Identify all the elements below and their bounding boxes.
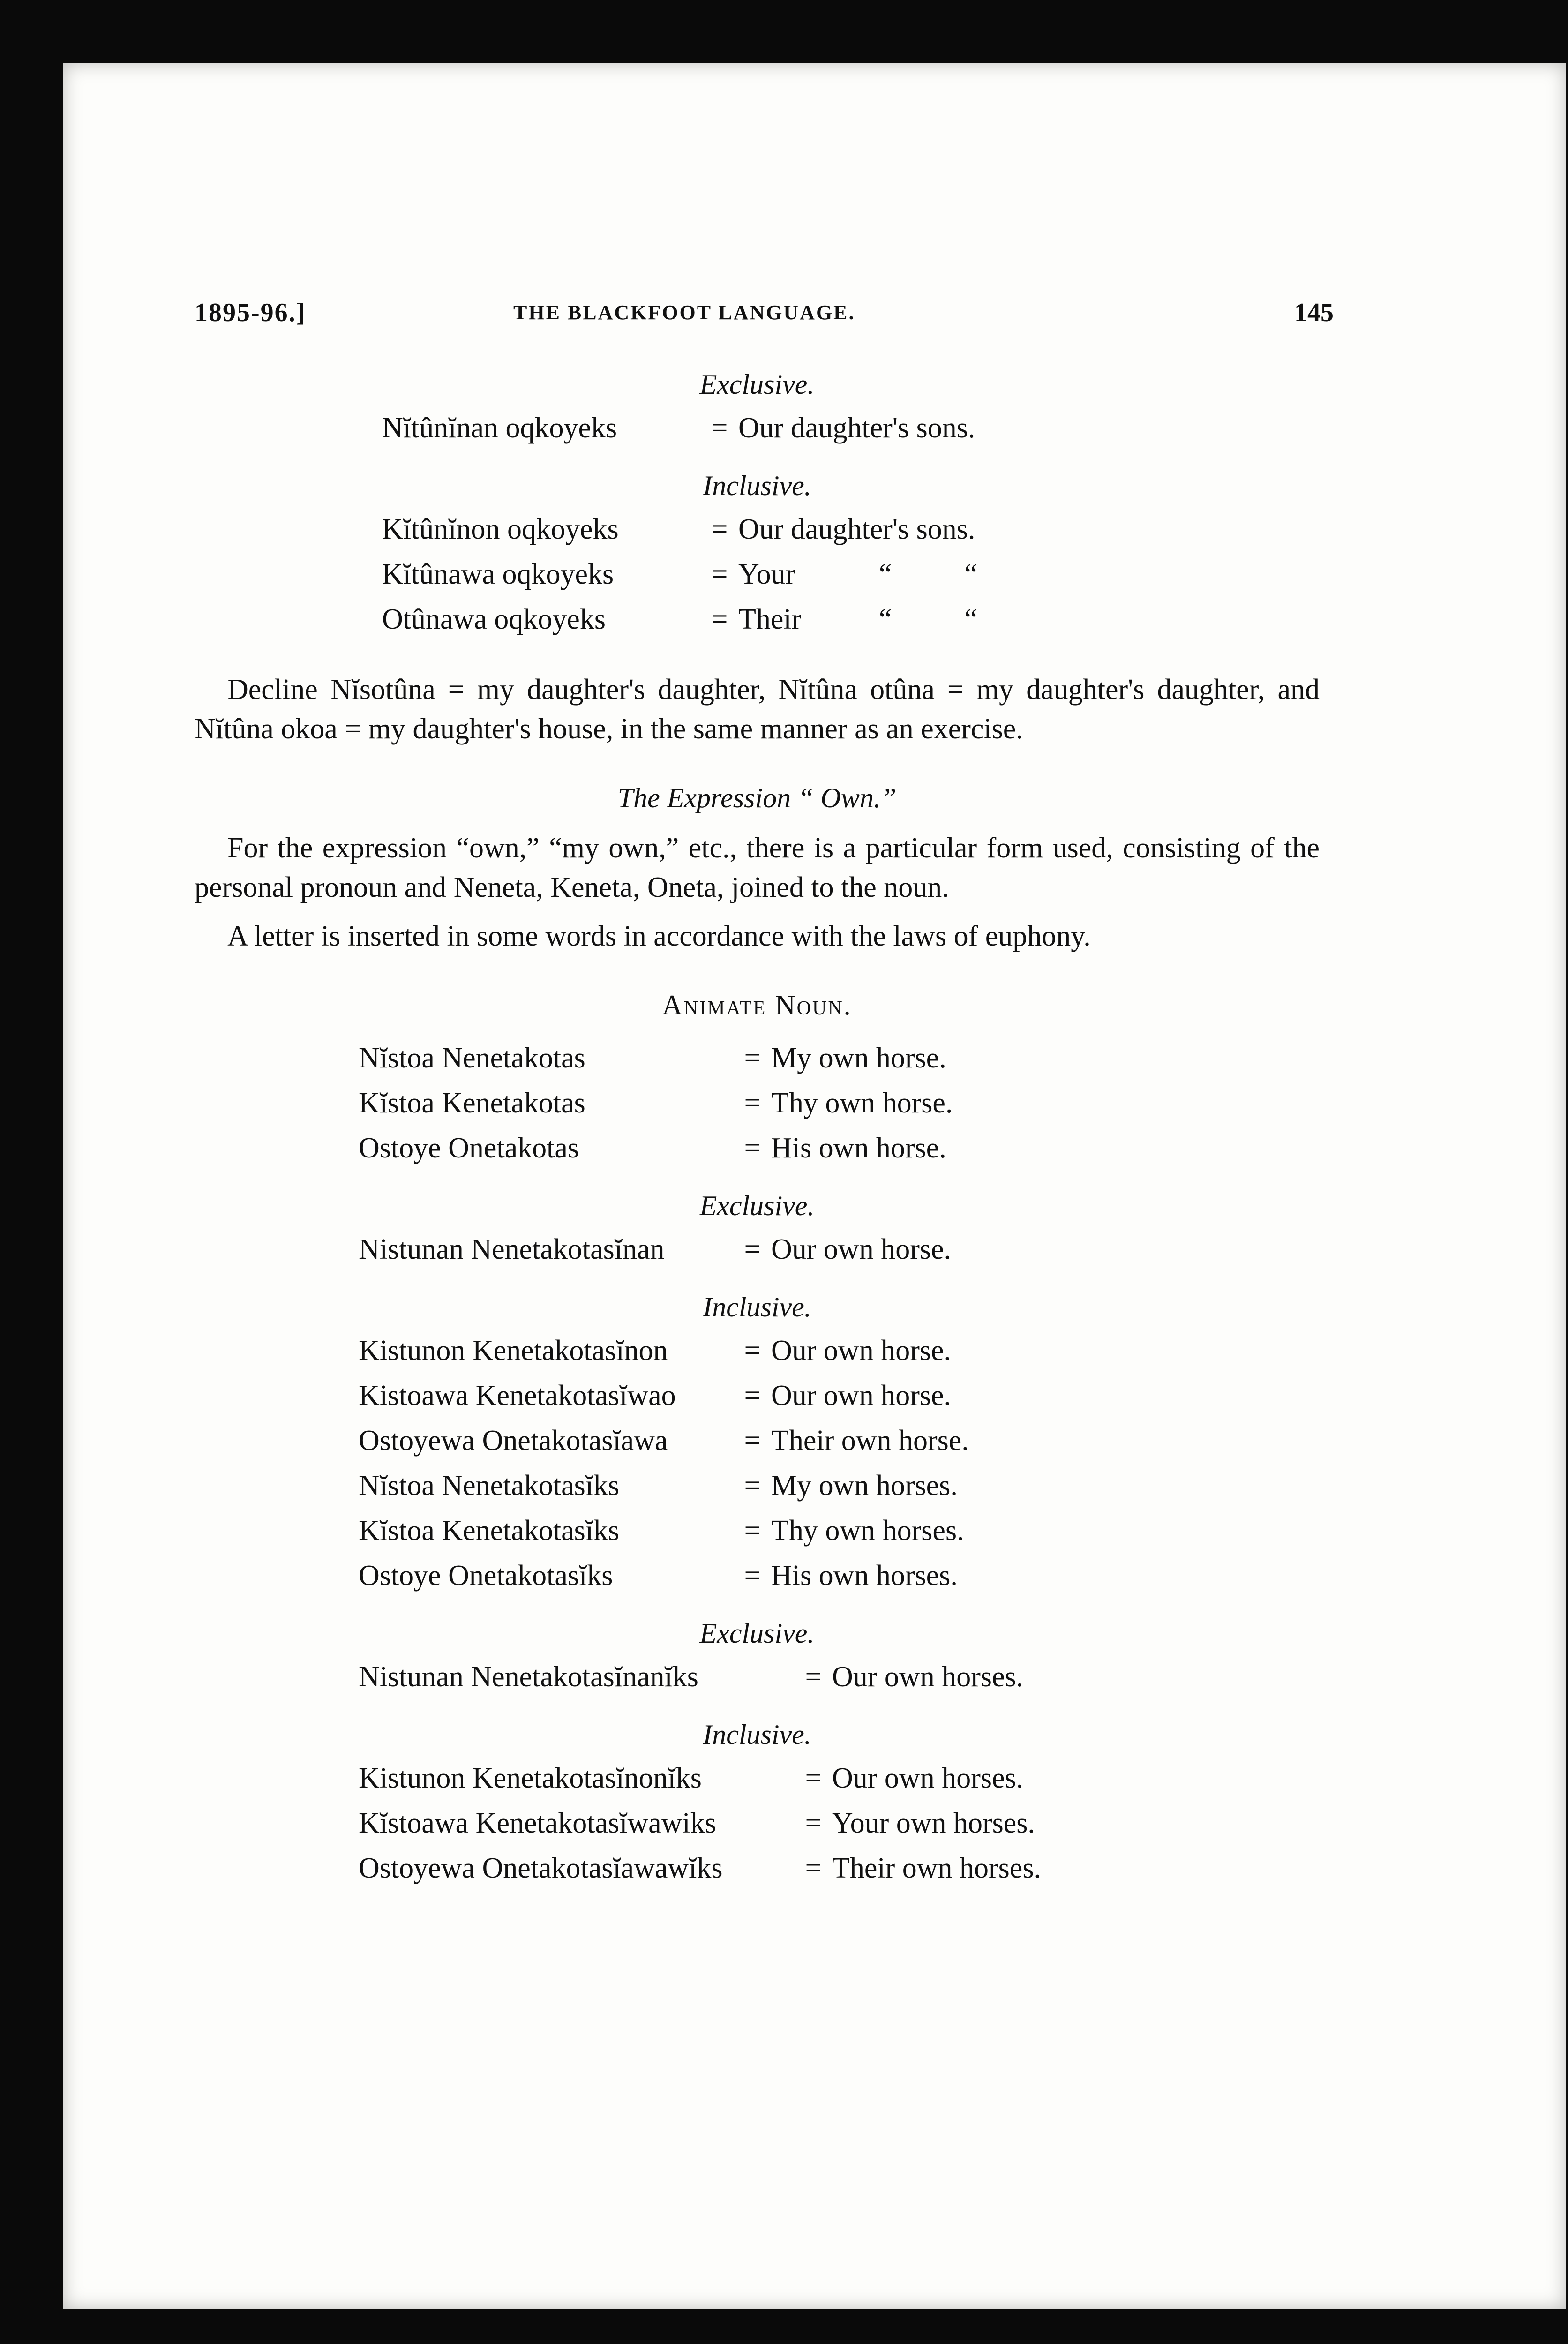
- running-head: [195, 298, 1334, 349]
- equals-sign: =: [744, 1380, 761, 1412]
- equals-sign: =: [711, 558, 728, 590]
- ditto-marks: “ “: [879, 558, 978, 590]
- gloss: Thy own horses.: [771, 1515, 964, 1547]
- table-row: [359, 1463, 1320, 1508]
- gloss: Our own horse.: [771, 1233, 951, 1265]
- table-row: [359, 1036, 1320, 1081]
- plural-inclusive-heading: Inclusive.: [703, 1719, 811, 1750]
- table-row: [359, 1756, 1320, 1801]
- term: Kĭstoa Kenetakotasĭks: [359, 1515, 620, 1547]
- equals-sign: =: [744, 1470, 761, 1502]
- term: Kistoawa Kenetakotasĭwao: [359, 1380, 676, 1412]
- gloss: Our own horses.: [832, 1661, 1024, 1693]
- equals-sign: =: [805, 1807, 822, 1839]
- equals-sign: =: [744, 1042, 761, 1074]
- term: Nĭtûnĭnan oqkoyeks: [382, 412, 617, 444]
- term: Kistunon Kenetakotasĭnonĭks: [359, 1762, 702, 1794]
- term: Kĭstoawa Kenetakotasĭwawiks: [359, 1807, 716, 1839]
- term: Nistunan Nenetakotasĭnanĭks: [359, 1661, 698, 1693]
- gloss: My own horses.: [771, 1470, 958, 1502]
- plural-exclusive-heading: Exclusive.: [699, 1618, 815, 1649]
- exclusive-table: [382, 406, 1320, 451]
- inclusive-heading: Inclusive.: [703, 470, 811, 501]
- term: Kĭtûnĭnon oqkoyeks: [382, 513, 619, 545]
- exclusive-heading: Exclusive.: [699, 369, 815, 400]
- table-row: [359, 1126, 1320, 1171]
- gloss: Their own horses.: [832, 1852, 1041, 1884]
- term: Nistunan Nenetakotasĭnan: [359, 1233, 665, 1265]
- inclusive-table: [359, 1328, 1320, 1598]
- equals-sign: =: [744, 1087, 761, 1119]
- decline-paragraph: Decline Nĭsotûna = my daughter's daughter, Nĭtûna otûna = my daughter's daughter, and Nĭtûna okoa = my daughter's house, in the same manner as an exercise.: [195, 674, 1320, 745]
- equals-sign: =: [744, 1515, 761, 1547]
- own-heading: The Expression “ Own.”: [617, 782, 897, 813]
- term: Ostoye Onetakotasĭks: [359, 1560, 613, 1592]
- term: Otûnawa oqkoyeks: [382, 603, 606, 635]
- term: Ostoye Onetakotas: [359, 1132, 579, 1164]
- gloss: Our own horse.: [771, 1380, 951, 1412]
- equals-sign: =: [805, 1762, 822, 1794]
- table-row: [382, 507, 1320, 552]
- table-row: [359, 1846, 1320, 1891]
- gloss: Our daughter's sons.: [738, 513, 975, 545]
- singular-table: [359, 1036, 1320, 1171]
- gloss: My own horse.: [771, 1042, 946, 1074]
- equals-sign: =: [805, 1852, 822, 1884]
- equals-sign: =: [711, 603, 728, 635]
- exclusive-heading: Exclusive.: [699, 1190, 815, 1221]
- term: Kistunon Kenetakotasĭnon: [359, 1335, 668, 1367]
- term: Kĭtûnawa oqkoyeks: [382, 558, 614, 590]
- term: Ostoyewa Onetakotasĭawa: [359, 1425, 668, 1457]
- gloss: Our own horse.: [771, 1335, 951, 1367]
- table-row: [359, 1654, 1320, 1699]
- gloss: Your: [738, 558, 795, 590]
- equals-sign: =: [744, 1335, 761, 1367]
- term: Ostoyewa Onetakotasĭawawĭks: [359, 1852, 723, 1884]
- inclusive-table: [382, 507, 1320, 642]
- gloss: His own horses.: [771, 1560, 958, 1592]
- table-row: [359, 1801, 1320, 1846]
- equals-sign: =: [805, 1661, 822, 1693]
- term: Nĭstoa Nenetakotasĭks: [359, 1470, 620, 1502]
- plural-inclusive-table: [359, 1756, 1320, 1891]
- table-row: [359, 1418, 1320, 1463]
- page-number: 145: [1294, 298, 1334, 327]
- table-row: [359, 1081, 1320, 1126]
- exclusive-table: [359, 1227, 1320, 1272]
- table-row: [359, 1328, 1320, 1373]
- equals-sign: =: [711, 513, 728, 545]
- equals-sign: =: [744, 1560, 761, 1592]
- table-row: [359, 1373, 1320, 1418]
- book-page: [63, 63, 1566, 2309]
- ditto-marks: “ “: [879, 603, 978, 635]
- gloss: Our own horses.: [832, 1762, 1024, 1794]
- term: Nĭstoa Nenetakotas: [359, 1042, 585, 1074]
- equals-sign: =: [744, 1425, 761, 1457]
- gloss: Their: [738, 603, 802, 635]
- table-row: [382, 552, 1320, 597]
- gloss: Thy own horse.: [771, 1087, 953, 1119]
- animate-noun-heading: Animate Noun.: [662, 990, 852, 1021]
- table-row: [359, 1553, 1320, 1598]
- gloss: His own horse.: [771, 1132, 946, 1164]
- plural-exclusive-table: [359, 1654, 1320, 1699]
- table-row: [382, 597, 1320, 642]
- running-head-date: 1895-96.]: [195, 298, 306, 327]
- equals-sign: =: [711, 412, 728, 444]
- gloss: Our daughter's sons.: [738, 412, 975, 444]
- term: Kĭstoa Kenetakotas: [359, 1087, 585, 1119]
- running-head-title: THE BLACKFOOT LANGUAGE.: [513, 301, 855, 324]
- gloss: Your own horses.: [832, 1807, 1035, 1839]
- inclusive-heading: Inclusive.: [703, 1292, 811, 1322]
- table-row: [359, 1227, 1320, 1272]
- gloss: Their own horse.: [771, 1425, 969, 1457]
- own-paragraph-1: For the expression “own,” “my own,” etc., there is a particular form used, consisting of the personal pronoun and Neneta, Keneta, Oneta, joined to the noun.: [195, 832, 1320, 903]
- table-row: [359, 1508, 1320, 1553]
- table-row: [382, 406, 1320, 451]
- page-content: [195, 298, 1334, 1891]
- equals-sign: =: [744, 1233, 761, 1265]
- equals-sign: =: [744, 1132, 761, 1164]
- own-paragraph-2: A letter is inserted in some words in accordance with the laws of euphony.: [227, 920, 1091, 952]
